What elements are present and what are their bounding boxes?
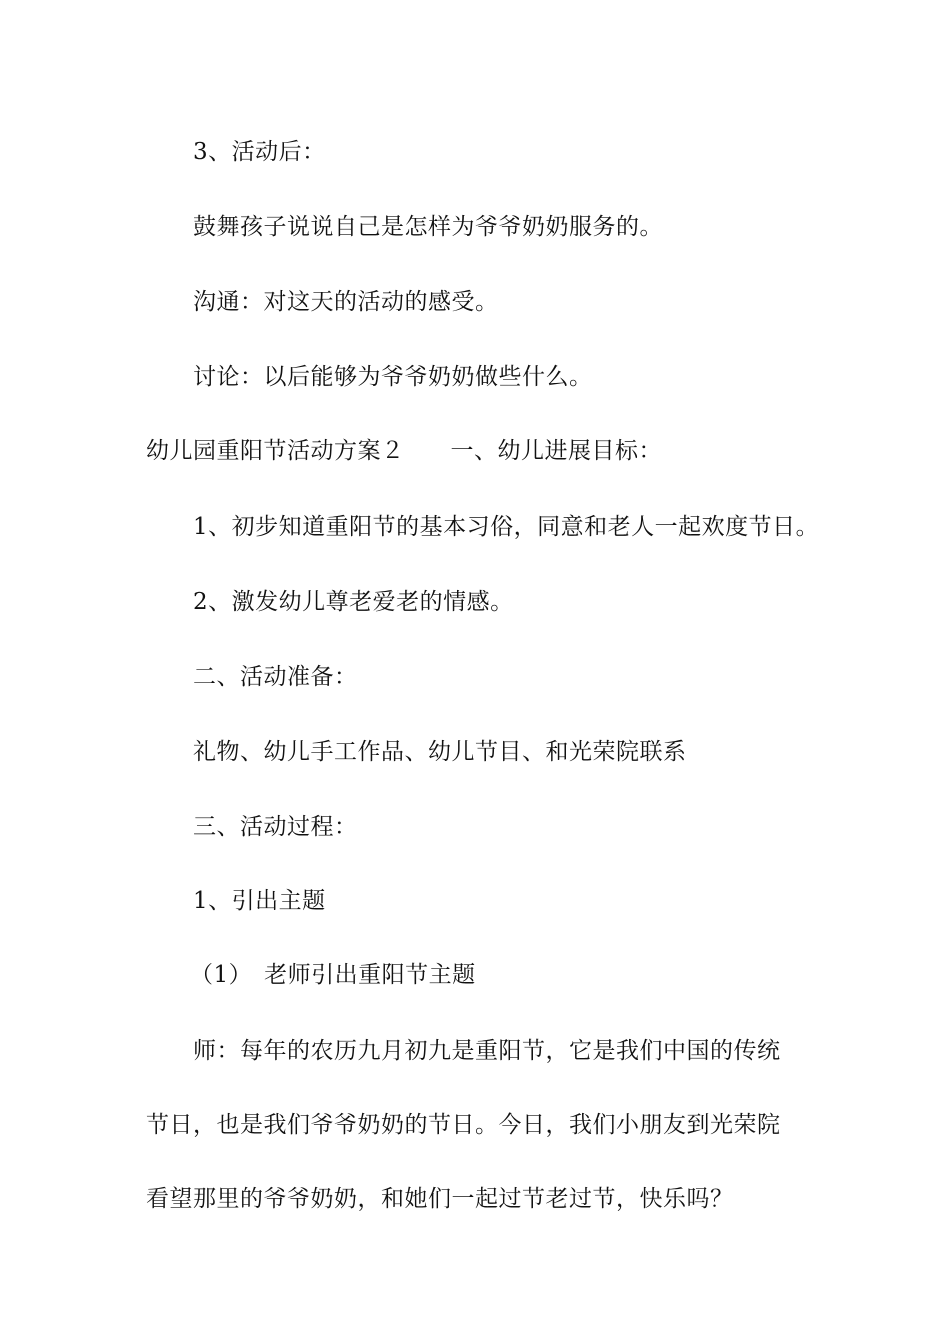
process-substep-1: （1） 老师引出重阳节主题 — [190, 962, 476, 988]
teacher-speech-line-3: 看望那里的爷爷奶奶，和她们一起过节老过节，快乐吗？ — [146, 1186, 734, 1212]
paragraph-discussion: 讨论：以后能够为爷爷奶奶做些什么。 — [193, 364, 593, 390]
paragraph-after-activity-heading: 3、活动后： — [193, 139, 326, 165]
preparation-heading: 二、活动准备： — [193, 664, 358, 690]
goal-item-1: 1、初步知道重阳节的基本习俗，同意和老人一起欢度节日。 — [193, 514, 820, 540]
goal-item-2: 2、激发幼儿尊老爱老的情感。 — [193, 589, 514, 615]
teacher-speech-line-2: 节日，也是我们爷爷奶奶的节日。今日，我们小朋友到光荣院 — [146, 1112, 781, 1138]
process-step-1: 1、引出主题 — [193, 888, 326, 914]
teacher-speech-line-1: 师：每年的农历九月初九是重阳节，它是我们中国的传统 — [193, 1038, 781, 1064]
paragraph-encourage-children: 鼓舞孩子说说自己是怎样为爷爷奶奶服务的。 — [193, 214, 663, 240]
goal-heading: 一、幼儿进展目标： — [450, 438, 662, 464]
preparation-items: 礼物、幼儿手工作品、幼儿节目、和光荣院联系 — [193, 739, 687, 765]
plan-title: 幼儿园重阳节活动方案２ — [146, 438, 405, 464]
paragraph-communication: 沟通：对这天的活动的感受。 — [193, 289, 499, 315]
section-title-line — [146, 436, 662, 466]
process-heading: 三、活动过程： — [193, 814, 358, 840]
